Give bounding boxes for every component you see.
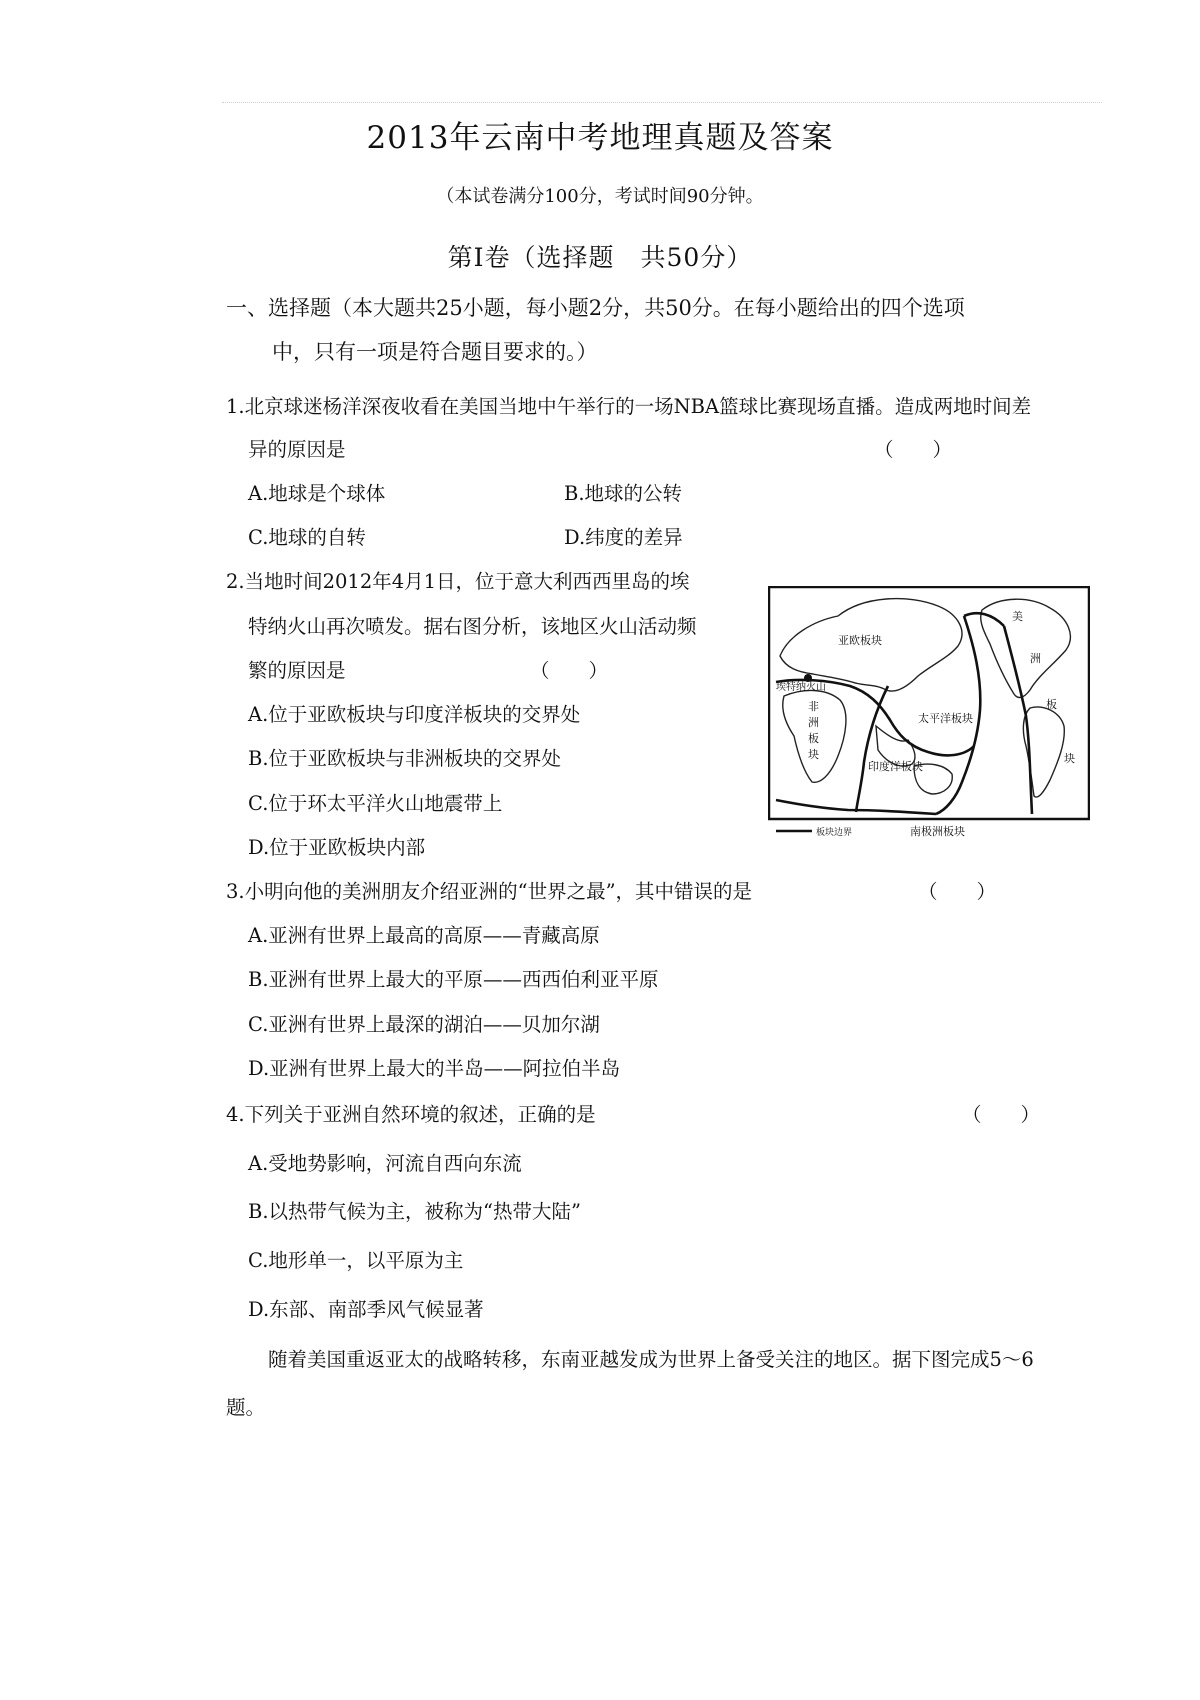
q4-answer-blank: （ ） bbox=[962, 1103, 1041, 1126]
q2-stem-cont-1: 特纳火山再次喷发。据右图分析，该地区火山活动频 bbox=[248, 615, 697, 638]
label-america-plate-1: 美 bbox=[1012, 610, 1023, 623]
legend-plate-boundary: 板块边界 bbox=[816, 828, 853, 838]
q1-option-d: D.纬度的差异 bbox=[564, 526, 683, 549]
passage-line-2: 题。 bbox=[226, 1396, 266, 1419]
q4-option-b: B.以热带气候为主，被称为“热带大陆” bbox=[248, 1200, 581, 1223]
instructions-line-2: 中，只有一项是符合题目要求的。） bbox=[272, 340, 598, 364]
q2-option-c: C.位于环太平洋火山地震带上 bbox=[248, 792, 503, 815]
label-america-plate-4: 块 bbox=[1064, 752, 1075, 765]
q3-option-d: D.亚洲有世界上最大的半岛——阿拉伯半岛 bbox=[248, 1057, 621, 1080]
q1-stem-cont: 异的原因是 bbox=[248, 438, 346, 461]
q1-option-c: C.地球的自转 bbox=[248, 526, 366, 549]
label-africa-plate-3: 板 bbox=[808, 732, 819, 745]
exam-info: （本试卷满分100分，考试时间90分钟。 bbox=[436, 186, 764, 207]
header-divider bbox=[222, 102, 1102, 103]
q4-stem: 4.下列关于亚洲自然环境的叙述，正确的是 bbox=[226, 1103, 596, 1126]
q2-option-d: D.位于亚欧板块内部 bbox=[248, 836, 426, 859]
plate-boundary-map bbox=[768, 586, 1090, 842]
q2-answer-blank: （ ） bbox=[530, 659, 609, 682]
label-america-plate-2: 洲 bbox=[1030, 652, 1041, 665]
label-eurasia-plate: 亚欧板块 bbox=[838, 634, 882, 647]
page-title: 2013年云南中考地理真题及答案 bbox=[366, 120, 834, 156]
q3-option-b: B.亚洲有世界上最大的平原——西西伯利亚平原 bbox=[248, 968, 659, 991]
q3-option-c: C.亚洲有世界上最深的湖泊——贝加尔湖 bbox=[248, 1013, 600, 1036]
q2-option-b: B.位于亚欧板块与非洲板块的交界处 bbox=[248, 747, 562, 770]
q4-option-d: D.东部、南部季风气候显著 bbox=[248, 1298, 484, 1321]
label-africa-plate-2: 洲 bbox=[808, 716, 819, 729]
q1-option-a: A.地球是个球体 bbox=[248, 482, 386, 505]
label-antarctic-plate: 南极洲板块 bbox=[910, 825, 965, 838]
q2-option-a: A.位于亚欧板块与印度洋板块的交界处 bbox=[248, 703, 581, 726]
section-title: 第Ⅰ卷（选择题 共50分） bbox=[447, 243, 753, 272]
q1-answer-blank: （ ） bbox=[874, 438, 953, 461]
label-africa-plate-4: 块 bbox=[808, 748, 819, 761]
label-etna-volcano: 埃特纳火山 bbox=[776, 682, 826, 693]
label-indian-plate: 印度洋板块 bbox=[868, 760, 923, 773]
q3-option-a: A.亚洲有世界上最高的高原——青藏高原 bbox=[248, 924, 600, 947]
q2-stem-cont-2: 繁的原因是 bbox=[248, 659, 346, 682]
passage-line-1: 随着美国重返亚太的战略转移，东南亚越发成为世界上备受关注的地区。据下图完成5～6 bbox=[268, 1348, 1034, 1371]
q4-option-c: C.地形单一，以平原为主 bbox=[248, 1249, 464, 1272]
q1-option-b: B.地球的公转 bbox=[564, 482, 683, 505]
volcano-marker bbox=[804, 674, 812, 682]
label-pacific-plate: 太平洋板块 bbox=[918, 712, 973, 725]
q3-answer-blank: （ ） bbox=[918, 880, 997, 903]
q2-stem: 2.当地时间2012年4月1日，位于意大利西西里岛的埃 bbox=[226, 570, 690, 593]
q4-option-a: A.受地势影响，河流自西向东流 bbox=[248, 1152, 522, 1175]
q1-stem: 1.北京球迷杨洋深夜收看在美国当地中午举行的一场NBA篮球比赛现场直播。造成两地时间差 bbox=[226, 395, 1032, 418]
q3-stem: 3.小明向他的美洲朋友介绍亚洲的“世界之最”，其中错误的是 bbox=[226, 880, 753, 903]
label-africa-plate-1: 非 bbox=[808, 700, 819, 713]
label-america-plate-3: 板 bbox=[1046, 698, 1057, 711]
instructions-line-1: 一、选择题（本大题共25小题，每小题2分，共50分。在每小题给出的四个选项 bbox=[226, 296, 965, 320]
